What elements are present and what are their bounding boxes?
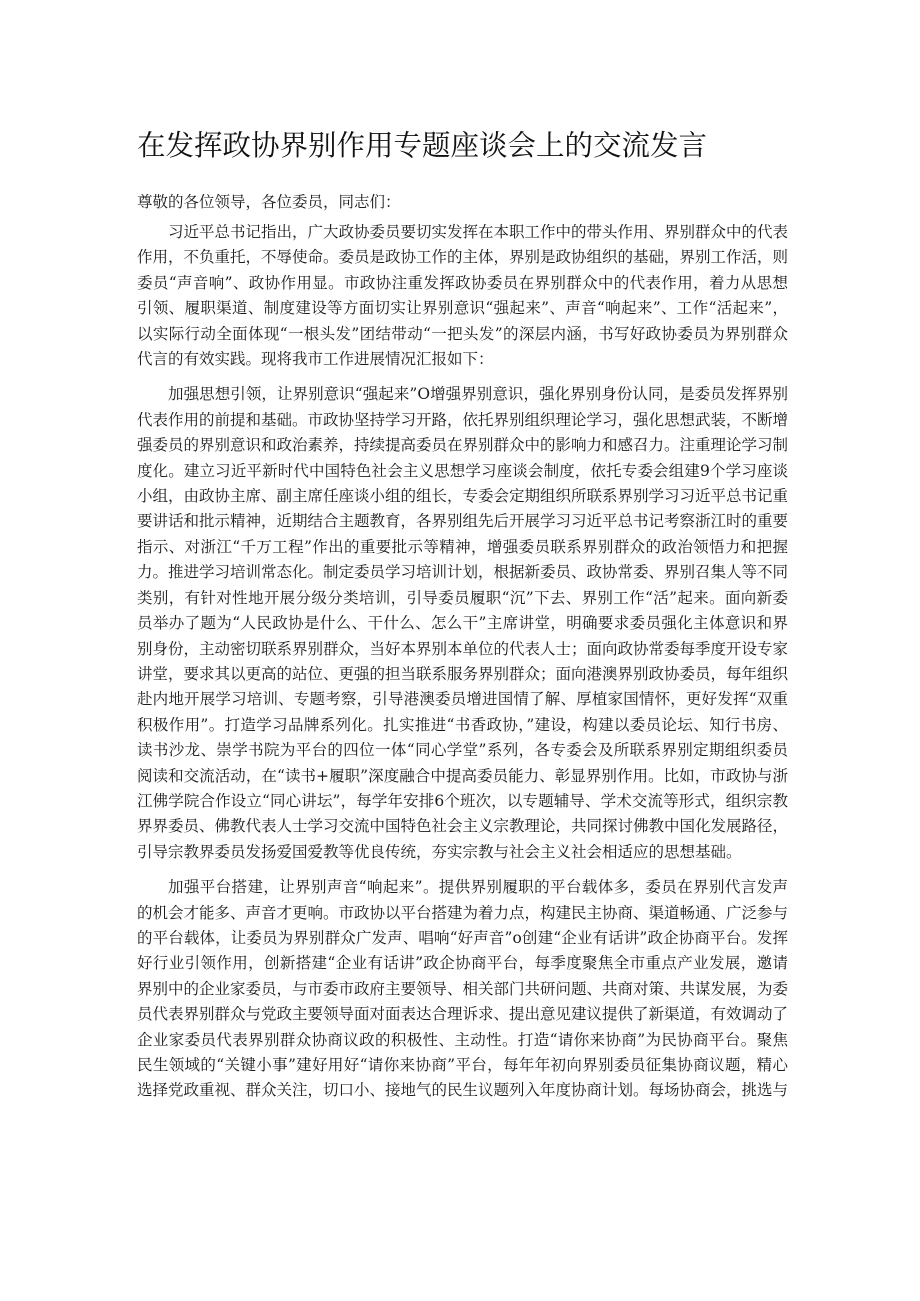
- paragraph-intro: 习近平总书记指出，广大政协委员要切实发挥在本职工作中的带头作用、界别群众中的代表作用，不负重托，不辱使命。委员是政协工作的主体，界别是政协组织的基础，界别工作活，则委员“声音响”、政协作用显。市政协注重发挥政协委员在界别群众中的代表作用，着力从思想引领、履职渠道、制度建设等方面切实让界别意识“强起来”、声音“响起来”、工作“活起来”，以实际行动全面体现“一根头发”团结带动“一把头发”的深层内涵，书写好政协委员为界别群众代言的有效实践。现将我市工作进展情况汇报如下：: [137, 223, 789, 369]
- document-title: 在发挥政协界别作用专题座谈会上的交流发言: [137, 129, 708, 162]
- paragraph-platform-building: 加强平台搭建，让界别声音“响起来”。提供界别履职的平台载体多，委员在界别代言发声的机会才能多、声音才更响。市政协以平台搭建为着力点，构建民主协商、渠道畅通、广泛参与的平台载体，让委员为界别群众广发声、唱响“好声音”o创建“企业有话讲”政企协商平台。发挥好行业引领作用，创新搭建“企业有话讲”政企协商平台，每季度聚焦全市重点产业发展，邀请界别中的企业家委员，与市委市政府主要领导、相关部门共研问题、共商对策、共谋发展，为委员代表界别群众与党政主要领导面对面表达合理诉求、提出意见建议提供了新渠道，有效调动了企业家委员代表界别群众协商议政的积极性、主动性。打造“请你来协商”为民协商平台。聚焦民生领域的“关键小事”建好用好“请你来协商”平台，每年年初向界别委员征集协商议题，精心选择党政重视、群众关注，切口小、接地气的民生议题列入年度协商计划。每场协商会，挑选与: [137, 878, 789, 1100]
- paragraph-thought-guidance: 加强思想引领，让界别意识“强起来”O增强界别意识，强化界别身份认同，是委员发挥界别代表作用的前提和基础。市政协坚持学习开路，依托界别组织理论学习，强化思想武装，不断增强委员的界别意识和政治素养，持续提高委员在界别群众中的影响力和感召力。注重理论学习制度化。建立习近平新时代中国特色社会主义思想学习座谈会制度，依托专委会组建9个学习座谈小组，由政协主席、副主席任座谈小组的组长，专委会定期组织所联系界别学习习近平总书记重要讲话和批示精神，近期结合主题教育，各界别组先后开展学习习近平总书记考察浙江时的重要指示、对浙江“千万工程”作出的重要批示等精神，增强委员联系界别群众的政治领悟力和把握力。推进学习培训常态化。制定委员学习培训计划，根据新委员、政协常委、界别召集人等不同类别，有针对性地开展分级分类培训，引导委员履职“沉”下去、界别工作“活”起来。面向新委员举办了题为“人民政协是什么、干什么、怎么干”主席讲堂，明确要求委员强化主体意识和界别身份，主动密切联系界别群众，当好本界别本单位的代表人士；面向政协常委每季度开设专家讲堂，要求其以更高的站位、更强的担当联系服务界别群众；面向港澳界别政协委员，每年组织赴内地开展学习培训、专题考察，引导港澳委员增进国情了解、厚植家国情怀，更好发挥“双重积极作用”。打造学习品牌系列化。扎实推进“书香政协，”建设，构建以委员论坛、知行书房、读书沙龙、崇学书院为平台的四位一体“同心学堂”系列，各专委会及所联系界别定期组织委员阅读和交流活动，在“读书+履职”深度融合中提高委员能力、彰显界别作用。比如，市政协与浙江佛学院合作设立“同心讲坛”，每学年安排6个班次，以专题辅导、学术交流等形式，组织宗教界界委员、佛教代表人士学习交流中国特色社会主义宗教理论，共同探讨佛教中国化发展路径，引导宗教界委员发扬爱国爱教等优良传统，夯实宗教与社会主义社会相适应的思想基础。: [137, 385, 789, 861]
- salutation: 尊敬的各位领导，各位委员，同志们：: [137, 193, 401, 211]
